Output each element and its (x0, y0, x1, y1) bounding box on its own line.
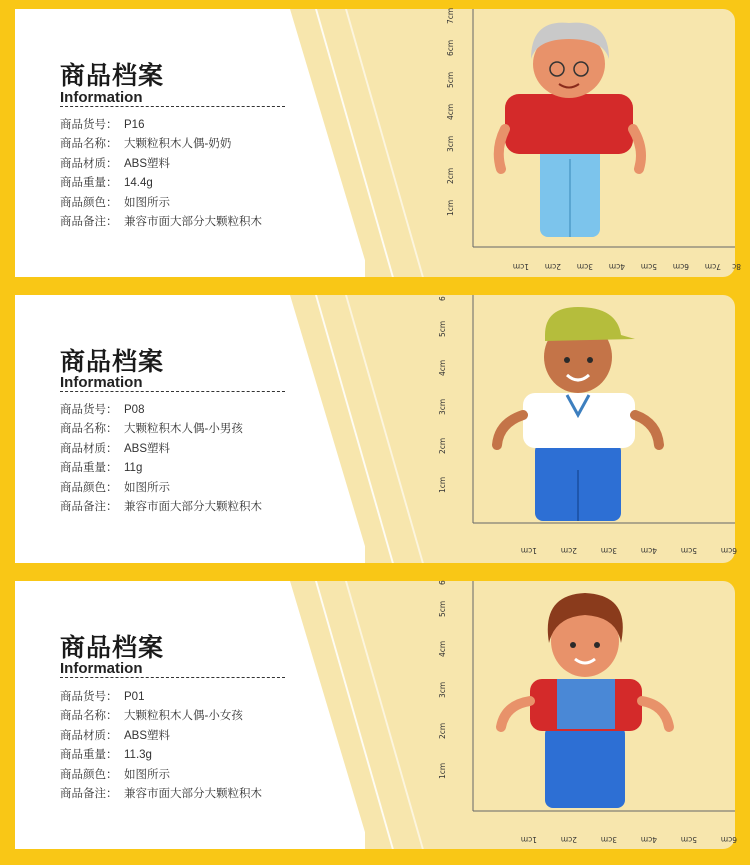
section-subtitle: Information (60, 89, 143, 106)
ruler-label: 6cm (720, 835, 737, 844)
spec-item-name: 商品名称： 大颗粒积木人偶-小女孩 (60, 710, 243, 723)
ruler-label: 3cm (438, 681, 447, 698)
ruler-label: 2cm (544, 262, 561, 271)
ruler-label: 1cm (512, 262, 529, 271)
ruler-label: 3cm (600, 546, 617, 555)
ruler-vertical (446, 8, 455, 216)
spec-item-name: 商品名称： 大颗粒积木人偶-奶奶 (60, 138, 232, 151)
ruler-label: 2cm (560, 546, 577, 555)
ruler-label: 1cm (520, 546, 537, 555)
ruler-label: 1cm (520, 835, 537, 844)
ruler-label: 7cm (446, 7, 455, 24)
ruler-label: 6cm (720, 546, 737, 555)
ruler-label: 6 (438, 580, 447, 585)
ruler-label: 4cm (438, 359, 447, 376)
section-subtitle: Information (60, 660, 143, 677)
ruler-label: 4cm (640, 546, 657, 555)
ruler-label: 3cm (600, 835, 617, 844)
ruler-label: 5cm (680, 835, 697, 844)
ruler-label: 4cm (640, 835, 657, 844)
ruler-label: 3cm (438, 398, 447, 415)
ruler-vertical (438, 580, 447, 779)
spec-item-color: 商品颜色： 如图所示 (60, 768, 170, 781)
ruler-label: 5cm (438, 320, 447, 337)
ruler-label: 7cm (704, 262, 721, 271)
product-card-2 (15, 295, 735, 563)
section-title: 商品档案 (60, 62, 165, 90)
section-title: 商品档案 (60, 348, 165, 376)
product-photo (435, 7, 741, 277)
spec-list (60, 116, 262, 232)
spec-item-material: 商品材质： ABS塑料 (60, 729, 171, 742)
ruler-horizontal (513, 262, 741, 271)
section-title: 商品档案 (60, 634, 165, 662)
ruler-label: 5cm (438, 600, 447, 617)
spec-item-material: 商品材质： ABS塑料 (60, 442, 171, 455)
grandma-figure (499, 23, 641, 237)
spec-list (60, 401, 262, 517)
ruler-label: 6cm (446, 39, 455, 56)
spec-item-color: 商品颜色： 如图所示 (60, 481, 170, 494)
divider (60, 677, 285, 678)
ruler-label: 3cm (576, 262, 593, 271)
product-photo (435, 295, 735, 563)
spec-item-number: 商品货号： P16 (60, 119, 145, 131)
ruler-label: 2cm (446, 167, 455, 184)
spec-item-note: 商品备注： 兼容市面大部分大颗粒积木 (60, 216, 262, 229)
ruler-label: 3cm (446, 135, 455, 152)
ruler-label: 5cm (446, 71, 455, 88)
spec-item-note: 商品备注： 兼容市面大部分大颗粒积木 (60, 788, 262, 801)
product-photo (435, 581, 735, 849)
ruler-label: 2cm (438, 437, 447, 454)
girl-figure (501, 593, 669, 808)
spec-item-name: 商品名称： 大颗粒积木人偶-小男孩 (60, 423, 243, 436)
spec-item-note: 商品备注： 兼容市面大部分大颗粒积木 (60, 501, 262, 514)
ruler-horizontal (521, 546, 737, 555)
ruler-label: 8c (732, 262, 741, 271)
divider (60, 106, 285, 107)
ruler-label: 4cm (438, 640, 447, 657)
ruler-label: 5cm (640, 262, 657, 271)
ruler-label: 2cm (438, 722, 447, 739)
product-card-3 (15, 581, 735, 849)
ruler-label: 1cm (438, 476, 447, 493)
spec-item-number: 商品货号： P08 (60, 404, 145, 416)
section-subtitle: Information (60, 374, 143, 391)
ruler-label: 1cm (446, 199, 455, 216)
product-card-1 (15, 7, 741, 277)
ruler-vertical (438, 296, 447, 493)
spec-item-material: 商品材质： ABS塑料 (60, 157, 171, 170)
ruler-label: 1cm (438, 762, 447, 779)
spec-item-weight: 商品重量： 14.4g (60, 177, 153, 190)
spec-item-color: 商品颜色： 如图所示 (60, 196, 170, 209)
spec-item-number: 商品货号： P01 (60, 691, 145, 703)
ruler-label: 6 (438, 296, 447, 301)
ruler-label: 6cm (672, 262, 689, 271)
ruler-horizontal (521, 835, 737, 844)
divider (60, 391, 285, 392)
ruler-label: 4cm (608, 262, 625, 271)
ruler-label: 2cm (560, 835, 577, 844)
ruler-label: 4cm (446, 103, 455, 120)
spec-item-weight: 商品重量： 11.3g (60, 749, 152, 762)
ruler-label: 5cm (680, 546, 697, 555)
spec-item-weight: 商品重量： 11g (60, 462, 143, 475)
boy-figure (497, 307, 659, 521)
spec-list (60, 688, 262, 804)
